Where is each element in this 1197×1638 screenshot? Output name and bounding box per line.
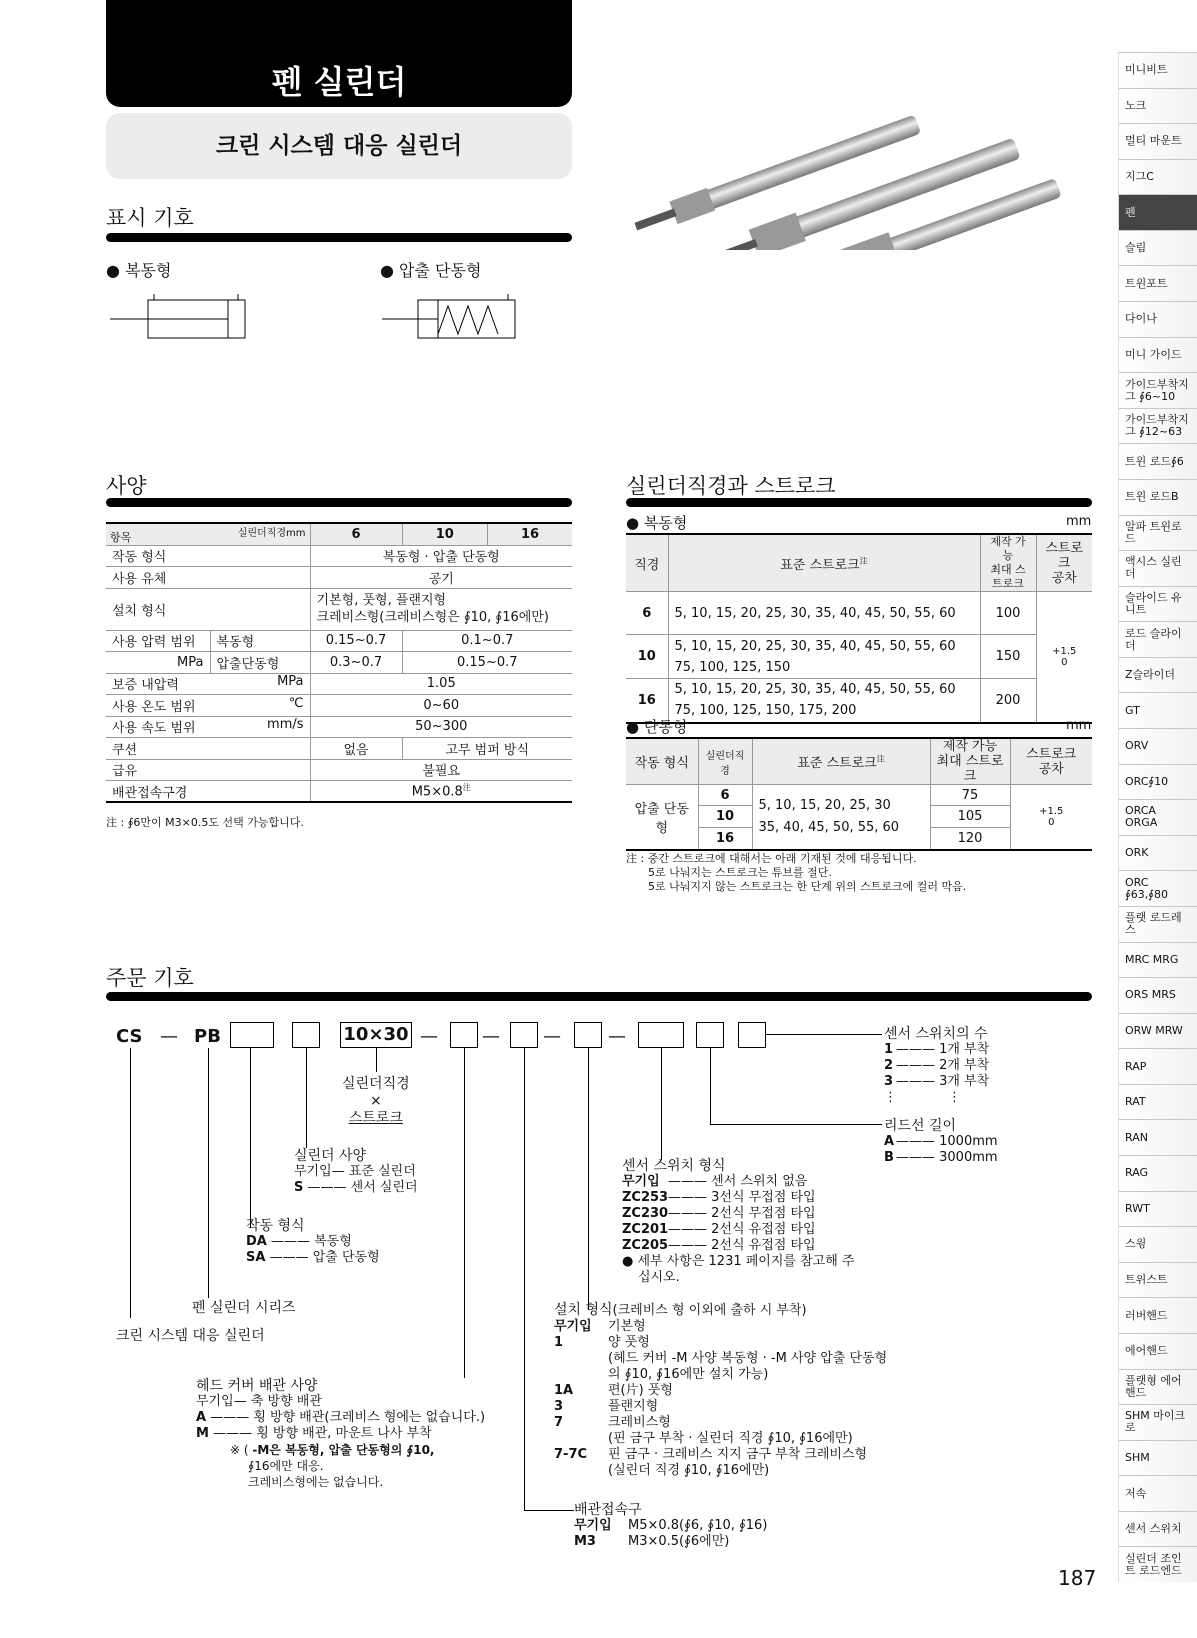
double-acting-stroke-label: ● 복동형 [626, 514, 688, 532]
sidebar-tab[interactable]: 에어핸드 [1118, 1333, 1197, 1369]
section-bar [106, 992, 1092, 1001]
count-group: 센서 스위치의 수 1 ——— 1개 부착 2 ——— 2개 부착 3 ——— 3개 부착 ⋮ ⋮ [884, 1026, 990, 1105]
code-box-lead [696, 1022, 724, 1048]
action-group: 작동 형식 DA ——— 복동형 SA ——— 압출 단동형 [246, 1218, 380, 1265]
code-box-action [230, 1022, 274, 1048]
sidebar-tab[interactable]: ORS MRS [1118, 977, 1197, 1013]
double-acting-symbol [110, 294, 250, 344]
sidebar-tab[interactable]: 트윈 로드∮6 [1118, 443, 1197, 479]
symbols-heading: 표시 기호 [106, 206, 194, 230]
lead-group: 리드선 길이 A ——— 1000mm B ——— 3000mm [884, 1118, 998, 1165]
corner-cell: 항목 실린더직경mm [106, 523, 310, 545]
sidebar-tab[interactable]: 슬림 [1118, 230, 1197, 266]
spec-heading: 사양 [106, 474, 147, 498]
section-bar [106, 498, 572, 507]
double-acting-label: ● 복동형 [106, 261, 172, 280]
sidebar-tab[interactable]: 가이드부착지그 ∮6~10 [1118, 372, 1197, 408]
sidebar-tab[interactable]: ORC ∮63,∮80 [1118, 870, 1197, 906]
sidebar-tab[interactable]: SHM [1118, 1440, 1197, 1476]
sidebar-tab[interactable]: 펜 [1118, 194, 1197, 230]
sidebar-tab[interactable]: 알파 트윈로드 [1118, 515, 1197, 551]
sidebar-tab[interactable]: ORC∮10 [1118, 764, 1197, 800]
sidebar-tab[interactable]: 다이나 [1118, 301, 1197, 337]
sidebar-tab[interactable]: 센서 스위치 [1118, 1511, 1197, 1547]
code-pb: PB [194, 1026, 221, 1047]
unit-label: mm [1066, 514, 1092, 529]
stroke-notes: 注 : 중간 스트로크에 대해서는 아래 기재된 것에 대응됩니다. 5로 나눠지는 스트로크는 튜브를 절단. 5로 나눠지지 않는 스트로크는 한 단계 위의 스트로크에 컬러 막음. [626, 852, 967, 893]
sidebar-tab[interactable]: 저속 [1118, 1475, 1197, 1511]
section-bar [106, 233, 572, 242]
sidebar-tab[interactable]: RAN [1118, 1119, 1197, 1155]
code-box-port [510, 1022, 538, 1048]
series-label: 펜 실린더 시리즈 [192, 1300, 296, 1316]
sidebar-tab[interactable]: 슬라이드 유니트 [1118, 586, 1197, 622]
sidebar-tab[interactable]: 실린더 조인트 로드엔드 [1118, 1546, 1197, 1582]
single-acting-symbol [382, 294, 522, 344]
section-bar [626, 498, 1092, 507]
code-box-count [738, 1022, 766, 1048]
unit-label: mm [1066, 718, 1092, 733]
single-acting-stroke-label: ● 단동형 [626, 718, 688, 736]
sidebar-tab[interactable]: ORW MRW [1118, 1013, 1197, 1049]
sidebar-tab[interactable]: ORV [1118, 728, 1197, 764]
code-box-size: 10×30 [340, 1022, 412, 1048]
code-box-spec [292, 1022, 320, 1048]
sidebar-tab[interactable]: RAT [1118, 1084, 1197, 1120]
sidebar-tab[interactable]: 트윈포트 [1118, 265, 1197, 301]
double-stroke-table: 직경 표준 스트로크$^注$ 제작 가능 최대 스트로크 스트로크 공차 6 5, 10, 15, 20, 25, 30, 35, 40, 45, 50, 55, 60 100 +1.5 0 10 5, 10, 15, 20, 25, 30, 35, 40, 45, 50, 55, 60 75, 100, 125, 150 150 16 5, 10, 15, 20, 25, 30, 35, 40, 45, 50, 55, 60 75, 100, 125, 150, 175, 200 200 [626, 533, 1092, 724]
spec-note: 注 : ∮6만이 M3×0.5도 선택 가능합니다. [106, 816, 304, 829]
sidebar-tab[interactable]: 미니 가이드 [1118, 337, 1197, 373]
single-stroke-table: 작동 형식 실린더직경 표준 스트로크$^注$ 제작 가능 최대 스트로크 스트로크 공차 압출 단동형 6 5, 10, 15, 20, 25, 30 35, 40, 45, 50, 55, 60 75 +1.5 0 10 105 16 120 [626, 737, 1092, 851]
sidebar-tab[interactable]: ORCA ORGA [1118, 799, 1197, 835]
code-cs: CS [116, 1026, 143, 1047]
sidebar-tab[interactable]: RAG [1118, 1155, 1197, 1191]
stroke-heading: 실린더직경과 스트로크 [626, 474, 836, 498]
sensor-group: 센서 스위치 형식 무기입 ——— 센서 스위치 없음 ZC253——— 3선식 무접점 타입 ZC230——— 2선식 무접점 타입 ZC201——— 2선식 유접점 타입 ZC205——— 2선식 유접점 타입 ● 세부 사항은 1231 페이지를 참고해 주 십시오. [622, 1158, 855, 1285]
single-acting-label: ● 압출 단동형 [380, 261, 482, 280]
sidebar-tab[interactable]: MRC MRG [1118, 942, 1197, 978]
sidebar-tab[interactable]: 가이드부착지그 ∮12~63 [1118, 408, 1197, 444]
mount-group: 설치 형식(크레비스 형 이외에 출하 시 부착) 무기입 기본형 1 양 풋형 (헤드 커버 -M 사양 복동형 · -M 사양 압출 단동형 의 ∮10, ∮16에만 설치 가능) 1A 편(片) 풋형 3 플랜지형 7 크레비스형 (핀 금구 부착 · 실린더 직경 ∮10, ∮16에만) 7-7C 핀 금구 · 크레비스 지지 금구 부착 크레비스형 (실린더 직경 ∮10, ∮16에만) [554, 1302, 888, 1478]
sidebar-tab[interactable]: Z슬라이더 [1118, 657, 1197, 693]
sidebar-tab[interactable]: 액시스 실린더 [1118, 550, 1197, 586]
sidebar-tab[interactable]: 트위스트 [1118, 1262, 1197, 1298]
sidebar-tab[interactable]: RWT [1118, 1191, 1197, 1227]
spec-table: 항목 실린더직경mm 6 10 16 작동 형식 복동형 · 압출 단동형 사용 유체 공기 설치 형식 기본형, 풋형, 플랜지형 크레비스형(크레비스형은 ∮10, ∮16에만) 사용 압력 범위 복동형 0.15~0.7 0.1~0.7 MPa 압출단동형 0.3~0.7 0.15~0.7 보증 내압력 MPa 1.05 사용 온도 범위 ℃ 0~60 사용 속도 범위 mm/s 50~300 쿠션 없음 고무 범퍼 방식 급유 불필요 배관접속구경 $M5\times 0.8^注$ [106, 522, 572, 803]
sidebar-tab[interactable]: 지그C [1118, 159, 1197, 195]
code-box-mount [574, 1022, 602, 1048]
sidebar-tab[interactable]: 미니비트 [1118, 52, 1197, 88]
sidebar-tab[interactable]: 플랫 로드레스 [1118, 906, 1197, 942]
order-heading: 주문 기호 [106, 966, 194, 990]
dia-stroke-label: 실린더직경 × 스트로크 [342, 1076, 410, 1126]
sidebar-tab[interactable]: GT [1118, 692, 1197, 728]
sidebar-tab[interactable]: SHM 마이크로 [1118, 1404, 1197, 1440]
sidebar-tab[interactable]: 러버핸드 [1118, 1297, 1197, 1333]
spec-group: 실린더 사양 무기입— 표준 실린더 S ——— 센서 실린더 [294, 1148, 418, 1195]
head-group: 헤드 커버 배관 사양 무기입— 축 방향 배관 A ——— 횡 방향 배관(크레비스 형에는 없습니다.) M ——— 횡 방향 배관, 마운트 나사 부착 ※ ( -M은 복동형, 압출 단동형의 ∮10, ∮16에만 대응. 크레비스형에는 없습니다. [196, 1378, 486, 1489]
clean-label: 크린 시스템 대응 실린더 [116, 1328, 265, 1344]
sidebar-tab[interactable]: 트윈 로드B [1118, 479, 1197, 515]
port-group: 배관접속구 무기입 M5×0.8(∮6, ∮10, ∮16) M3 M3×0.5(∮6에만) [574, 1502, 768, 1549]
sidebar-tab[interactable]: 로드 슬라이더 [1118, 621, 1197, 657]
sidebar-tab[interactable]: RAP [1118, 1048, 1197, 1084]
sidebar-tab[interactable]: 멀티 마운트 [1118, 123, 1197, 159]
cylinder-photo [625, 55, 1095, 250]
page-number: 187 [1058, 1566, 1097, 1590]
page-subtitle: 크린 시스템 대응 실린더 [106, 113, 572, 179]
code-box-head [450, 1022, 478, 1048]
code-box-sensor [638, 1022, 684, 1048]
sidebar-tab[interactable]: 노크 [1118, 88, 1197, 124]
sidebar-tab[interactable]: 플랫형 에어핸드 [1118, 1369, 1197, 1405]
page-title: 펜 실린더 [106, 0, 572, 107]
sidebar-tab[interactable]: 스윙 [1118, 1226, 1197, 1262]
sidebar-tab[interactable]: ORK [1118, 835, 1197, 871]
